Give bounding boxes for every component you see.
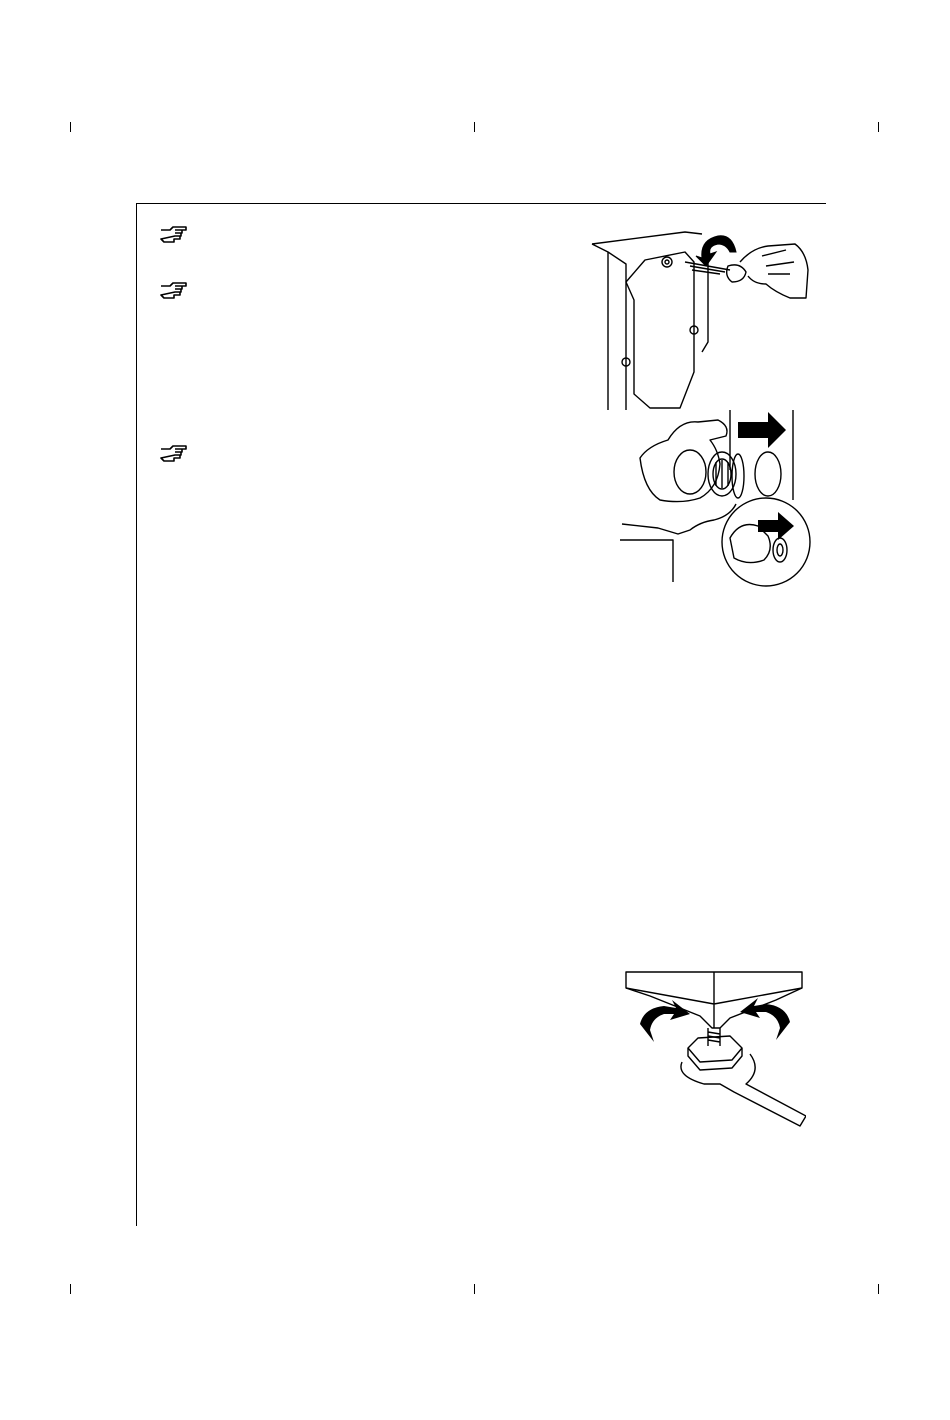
pointing-hand-icon bbox=[160, 445, 188, 463]
curved-arrow-icon bbox=[696, 236, 736, 266]
page-frame-top-rule bbox=[136, 203, 826, 204]
crop-mark-top-right bbox=[878, 122, 879, 132]
crop-mark-bottom-center bbox=[474, 1284, 475, 1294]
insert-plugs-illustration bbox=[618, 410, 813, 588]
crop-mark-bottom-right bbox=[878, 1284, 879, 1294]
page-frame-left-rule bbox=[136, 203, 137, 1226]
crop-mark-bottom-left bbox=[70, 1284, 71, 1294]
pointing-hand-icon bbox=[160, 282, 188, 300]
adjust-feet-illustration bbox=[624, 970, 806, 1130]
remove-back-panel-screws-illustration bbox=[590, 222, 815, 410]
wrench-icon bbox=[640, 998, 790, 1042]
pointing-hand-icon bbox=[160, 226, 188, 244]
crop-mark-top-left bbox=[70, 122, 71, 132]
crop-mark-top-center bbox=[474, 122, 475, 132]
